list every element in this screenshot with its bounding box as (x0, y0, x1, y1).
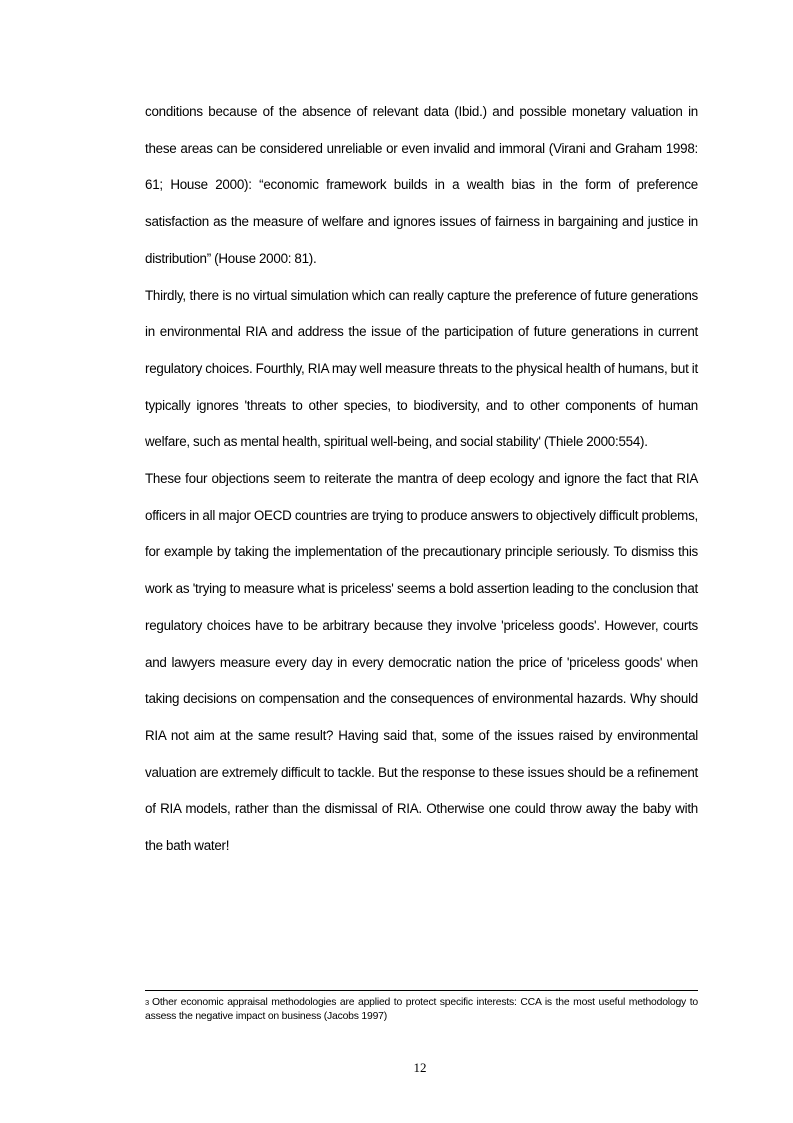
paragraph-2: Thirdly, there is no virtual simulation which can really capture the preference of future generations in environmental RIA and address the issue of the participation of future generations in current regulatory choices. Fourthly, RIA may well measure threats to the physical health of humans, but it typically ignores 'threats to other species, to biodiversity, and to other components of human welfare, such as mental health, spiritual well-being, and social stability' (Thiele 2000:554). (145, 287, 698, 450)
paragraph-1: conditions because of the absence of relevant data (Ibid.) and possible monetary valuation in these areas can be considered unreliable or even invalid and immoral (Virani and Graham 1998: 61; House 2000): “economic framework builds in a wealth bias in the form of preference satisfaction as the measure of welfare and ignores issues of fairness in bargaining and justice in distribution” (House 2000: 81). (145, 104, 698, 266)
page-number: 12 (413, 1060, 427, 1075)
footnote-separator (145, 990, 698, 991)
footnote-marker: 3 (145, 998, 149, 1007)
footnote-text: Other economic appraisal methodologies are applied to protect specific interests: CCA is the most useful methodology to assess the negative impact on business (Jacobs 1997) (145, 997, 698, 1022)
body-text (145, 94, 698, 865)
footnote (145, 996, 698, 1024)
paragraph-3: These four objections seem to reiterate the mantra of deep ecology and ignore the fact that RIA officers in all major OECD countries are trying to produce answers to objectively difficult problems, for example by taking the implementation of the precautionary principle seriously. To dismiss this work as 'trying to measure what is priceless' seems a bold assertion leading to the conclusion that regulatory choices have to be arbitrary because they involve 'priceless goods'. However, courts and lawyers measure every day in every democratic nation the price of 'priceless goods' when taking decisions on compensation and the consequences of environmental hazards. Why should RIA not aim at the same result? Having said that, some of the issues raised by environmental valuation are extremely difficult to tackle. But the response to these issues should be a refinement of RIA models, rather than the dismissal of RIA. Otherwise one could throw away the baby with the bath water! (145, 471, 698, 854)
